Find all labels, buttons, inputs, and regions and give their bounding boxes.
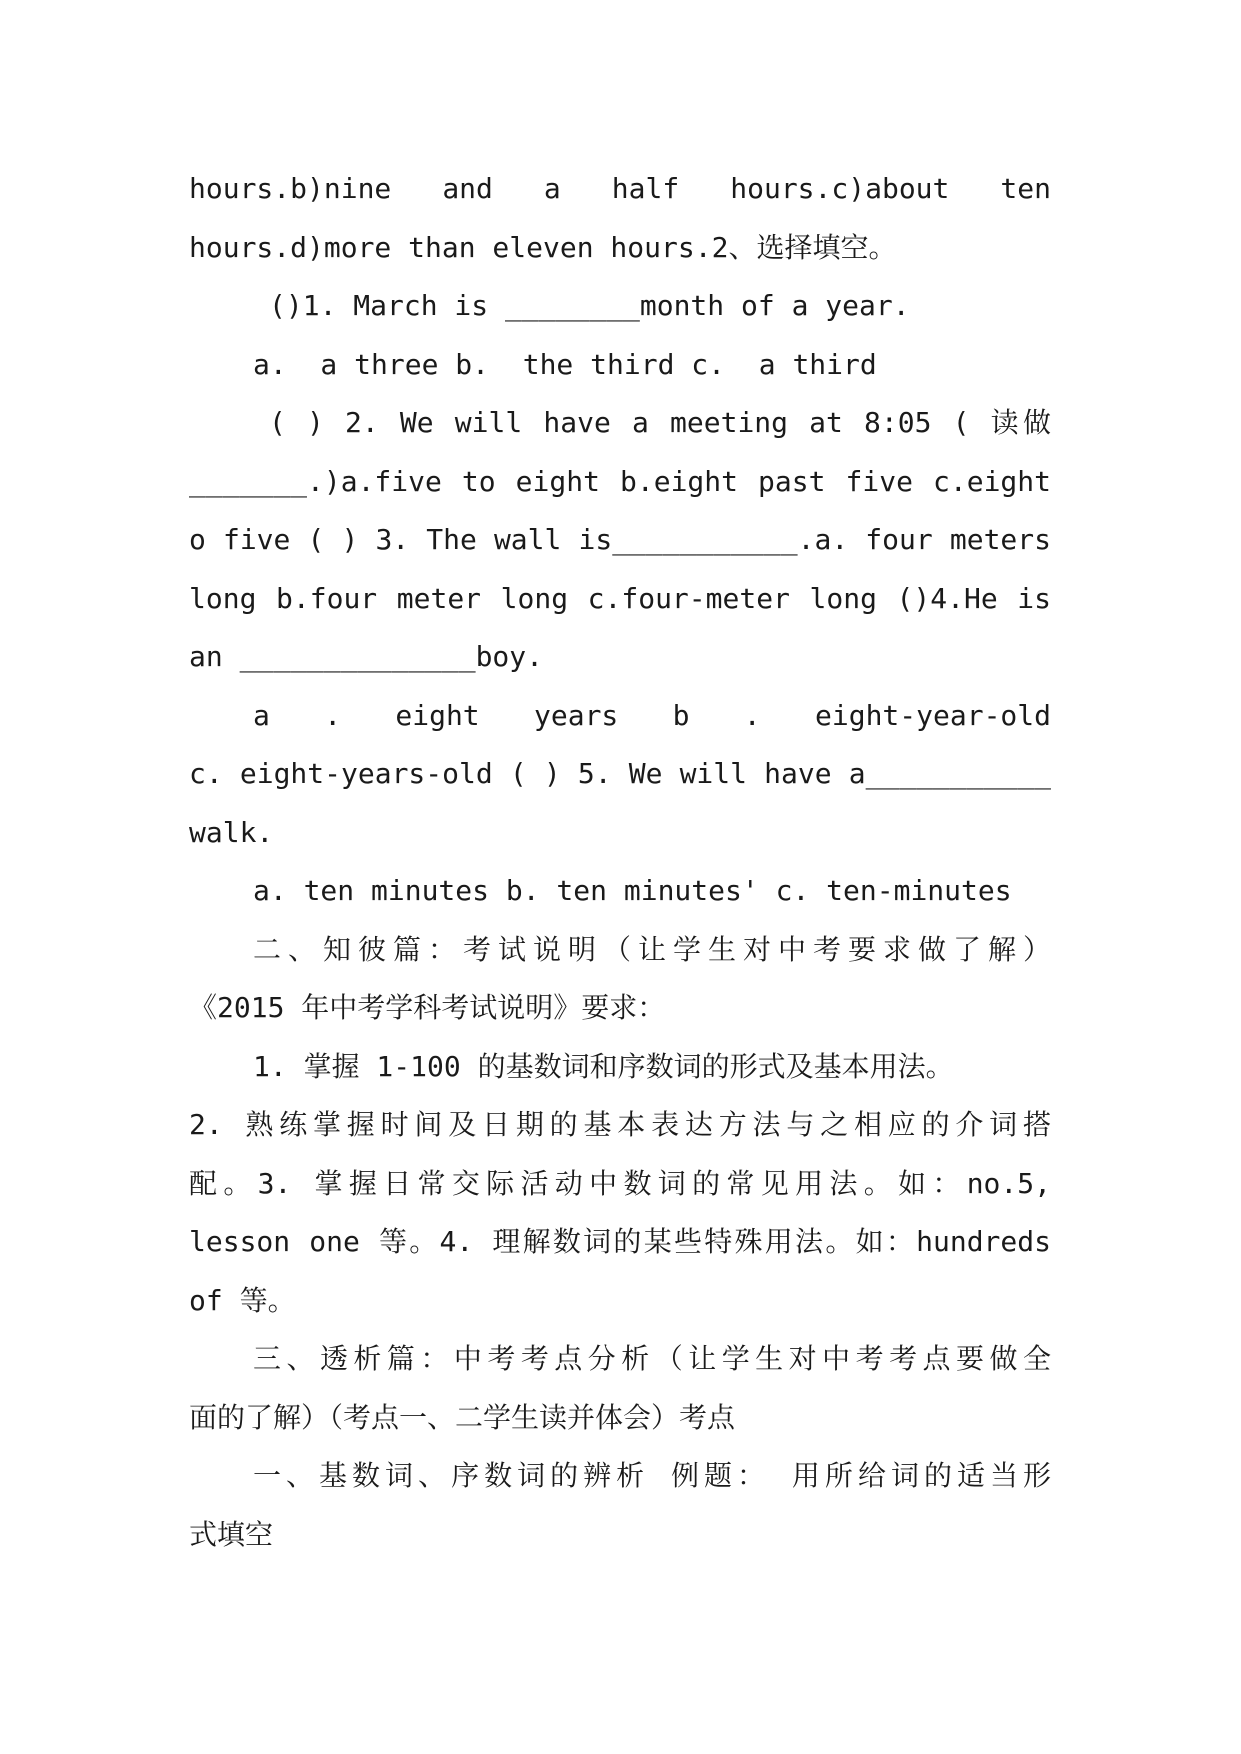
text-line-18: 配。3. 掌握日常交际活动中数词的常见用法。如：no.5,	[189, 1166, 1051, 1200]
text-line-12: walk.	[189, 815, 274, 849]
text-line-24: 式填空	[189, 1517, 274, 1551]
text-line-3: ()1. March is ________month of a year.	[269, 289, 910, 322]
text-line-4: a. a three b. the third c. a third	[253, 347, 877, 381]
text-line-1: hours.b)nine and a half hours.c)about ten	[189, 172, 1051, 205]
text-line-19: lesson one 等。4. 理解数词的某些特殊用法。如：hundreds	[189, 1225, 1051, 1258]
text-line-11: c. eight-years-old ( ) 5. We will have a___________	[189, 757, 1051, 790]
text-line-16: 1. 掌握 1-100 的基数词和序数词的形式及基本用法。	[253, 1049, 954, 1083]
section-heading-3: 三、透析篇：中考考点分析（让学生对中考考点要做全	[253, 1342, 1051, 1375]
text-line-23: 一、基数词、序数词的辨析 例题： 用所给词的适当形	[253, 1459, 1051, 1492]
text-line-6: _______.)a.five to eight b.eight past five c.eight	[189, 464, 1051, 498]
text-line-15: 《2015 年中考学科考试说明》要求：	[189, 991, 666, 1024]
text-line-7: o five ( ) 3. The wall is___________.a. four meters	[189, 523, 1051, 556]
text-line-2: hours.d)more than eleven hours.2、选择填空。	[189, 230, 897, 264]
document-body	[189, 160, 1051, 1564]
text-line-8: long b.four meter long c.four-meter long ()4.He is	[189, 581, 1051, 615]
section-heading-2: 二、知彼篇：考试说明（让学生对中考要求做了解）	[253, 932, 1051, 966]
text-line-9: an ______________boy.	[189, 640, 544, 673]
text-line-10: a . eight years b . eight-year-old	[253, 698, 1051, 732]
text-line-22: 面的了解）（考点一、二学生读并体会）考点	[189, 1400, 736, 1434]
text-line-5: ( ) 2. We will have a meeting at 8:05 ( 读做	[269, 406, 1051, 439]
text-line-20: of 等。	[189, 1283, 296, 1317]
text-line-13: a. ten minutes b. ten minutes' c. ten-minutes	[253, 874, 1012, 907]
text-line-17: 2. 熟练掌握时间及日期的基本表达方法与之相应的介词搭	[189, 1108, 1051, 1141]
